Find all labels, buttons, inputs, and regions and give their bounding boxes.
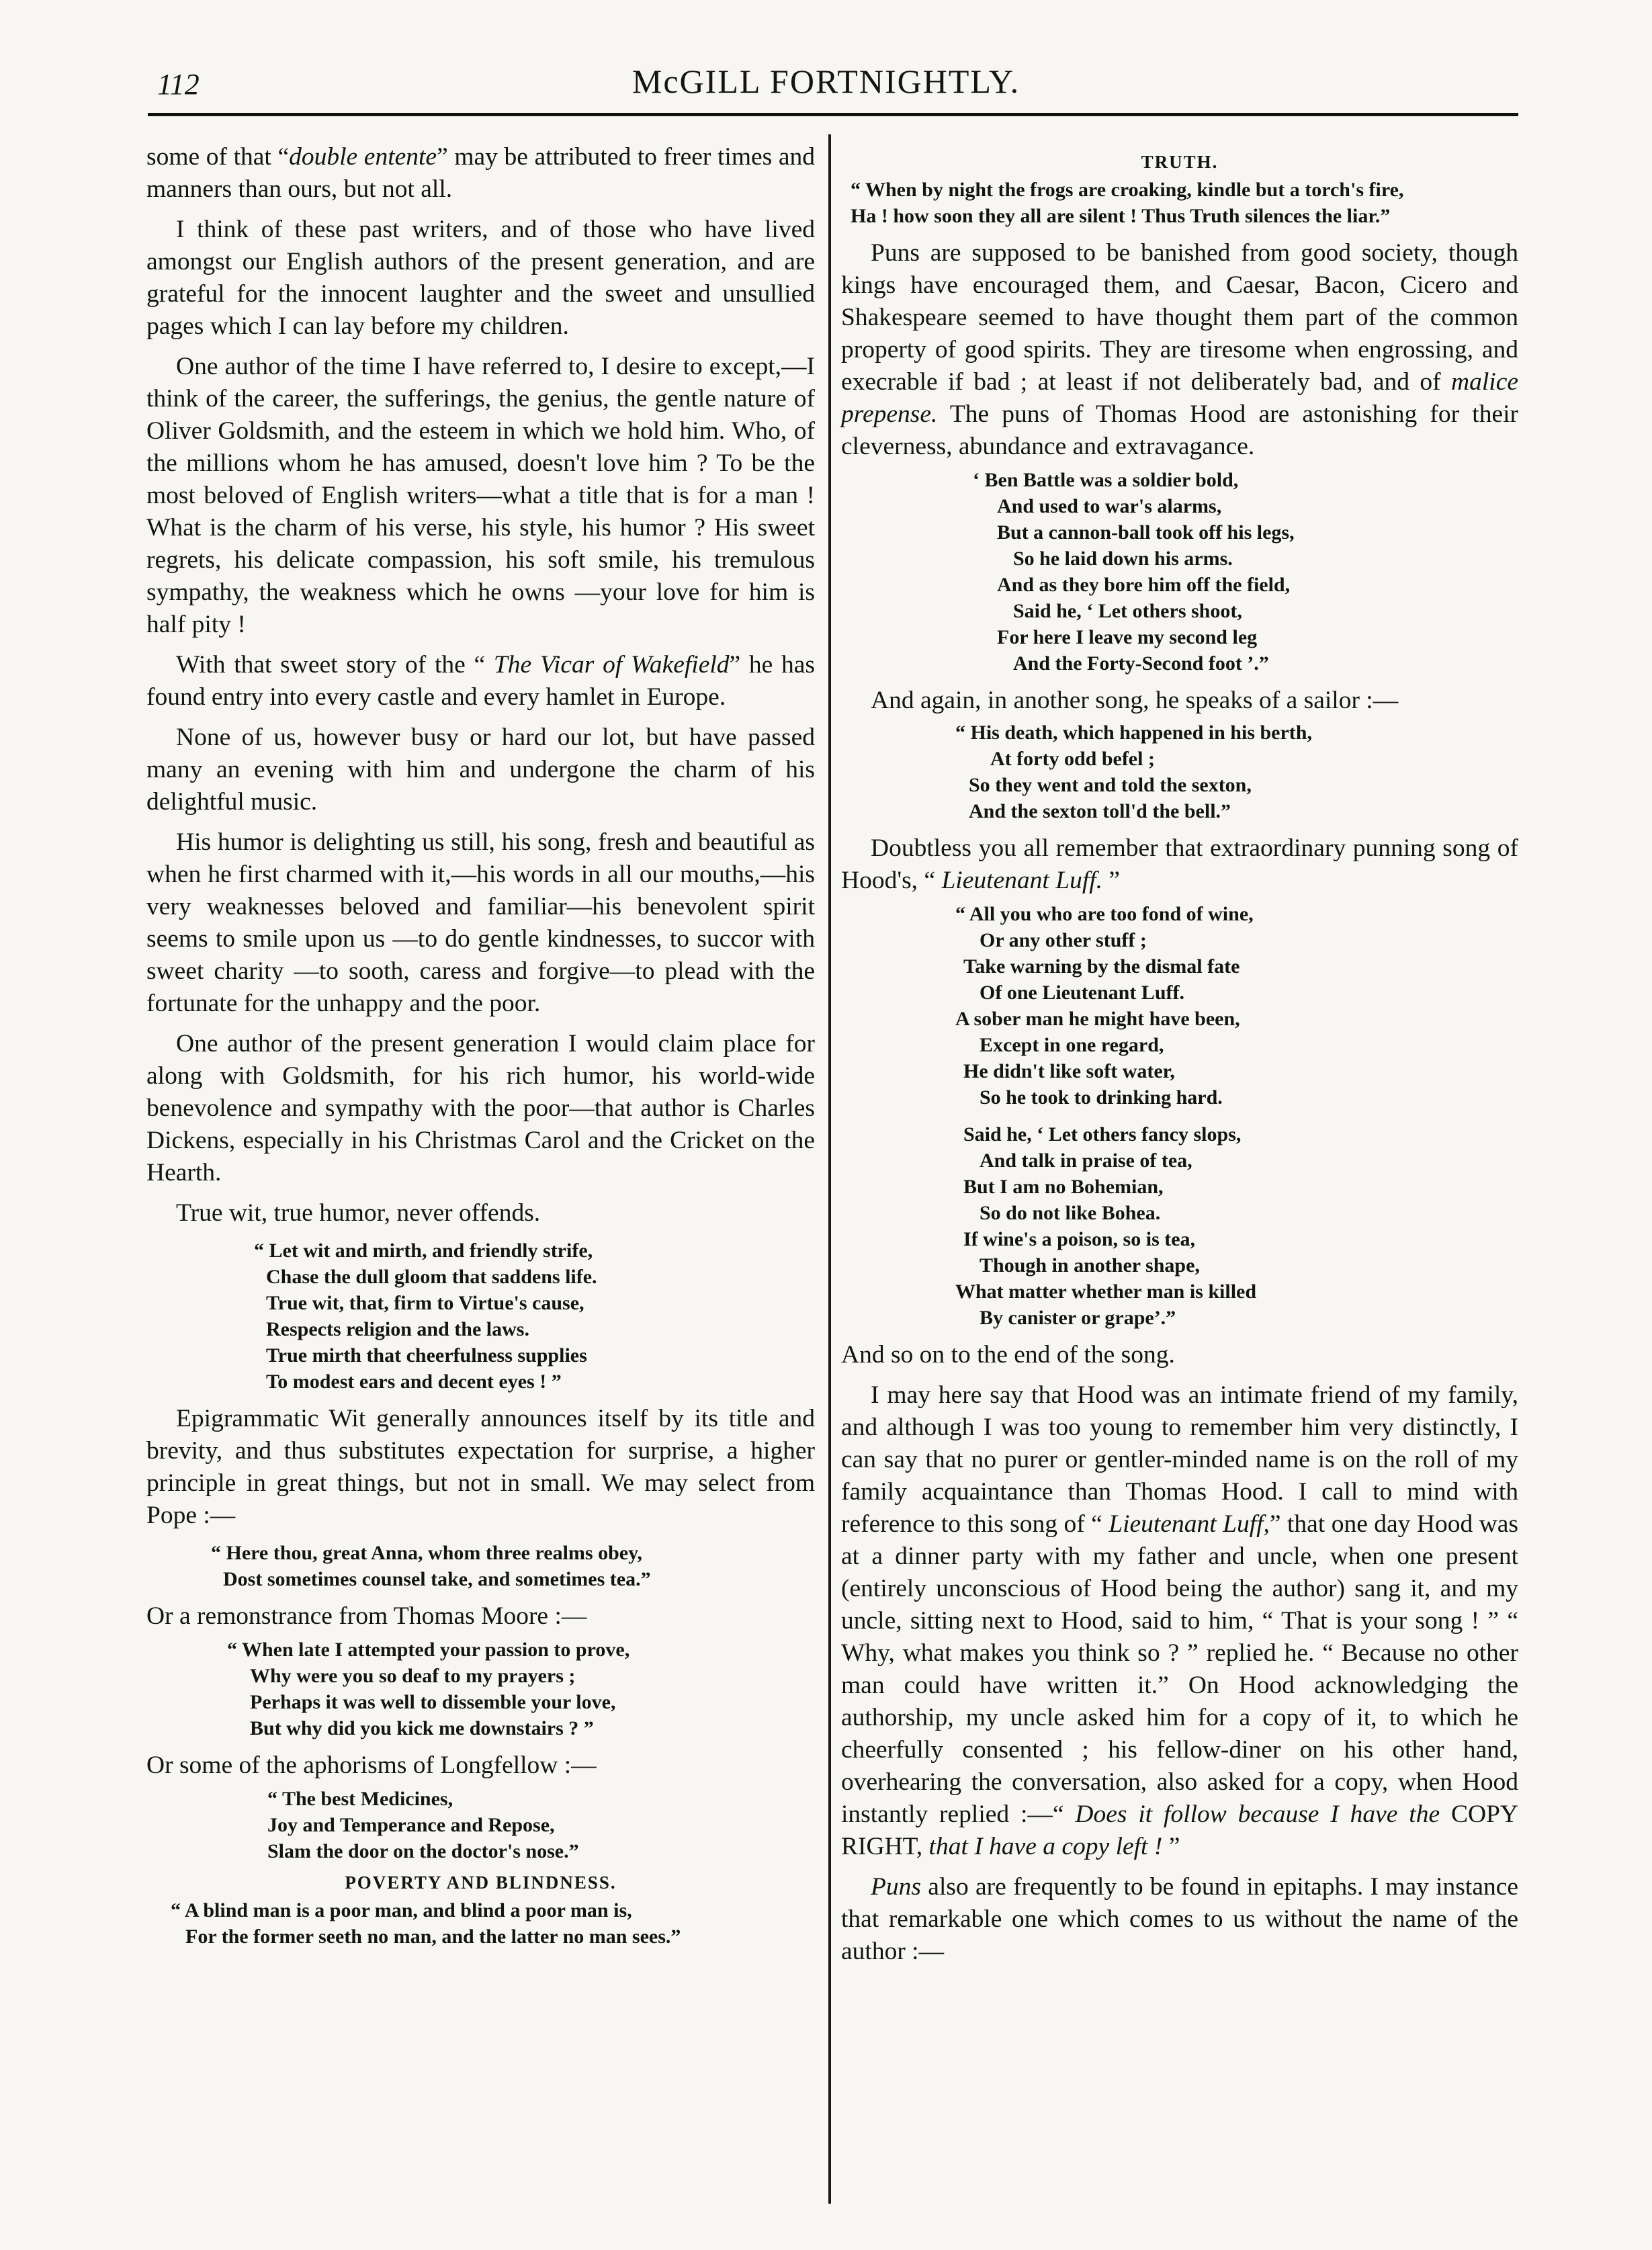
paragraph: His humor is delighting us still, his song, fresh and beautiful as when he first charmed with it,—his words in all our mouths,—his very weaknesses beloved and familiar—his benevolent spirit seems to smile upon us —to do gentle kindnesses, to succor with sweet charity —to sooth, caress and forgive—to plead with the fortunate for the unhappy and the poor.: [146, 828, 815, 1017]
verse-lieutenant-luff: [841, 901, 1518, 1331]
verse-poverty: [146, 1897, 815, 1950]
running-head-title: McGILL FORTNIGHTLY.: [632, 62, 1020, 100]
verse-line: But I am no Bohemian,: [963, 1176, 1164, 1198]
verse-line: “ Here thou, great Anna, whom three realms obey,: [211, 1542, 642, 1564]
verse-line: “ Let wit and mirth, and friendly strife,: [254, 1240, 593, 1262]
verse-wit: [146, 1238, 815, 1395]
paragraph: And again, in another song, he speaks of a sailor :—: [871, 687, 1399, 714]
paragraph: And so on to the end of the song.: [841, 1341, 1175, 1369]
verse-line: Why were you so deaf to my prayers ;: [250, 1665, 576, 1687]
verse-line: Joy and Temperance and Repose,: [267, 1814, 555, 1836]
verse-truth: [841, 177, 1518, 229]
verse-line: Though in another shape,: [980, 1254, 1200, 1277]
verse-line: For here I leave my second leg: [997, 626, 1258, 648]
verse-line: Chase the dull gloom that saddens life.: [266, 1266, 597, 1288]
verse-line: For the former seeth no man, and the latter no man sees.”: [185, 1926, 681, 1948]
verse-line: “ All you who are too fond of wine,: [955, 903, 1254, 925]
verse-ben-battle: [841, 467, 1518, 677]
verse-line: To modest ears and decent eyes ! ”: [266, 1371, 562, 1393]
paragraph: Epigrammatic Wit generally announces itself by its title and brevity, and thus substitutes expectation for surprise, a higher principle in great things, but not in small. We may select from Pope :—: [146, 1405, 815, 1529]
verse-line: True wit, that, firm to Virtue's cause,: [266, 1292, 584, 1314]
verse-line: So he laid down his arms.: [1013, 548, 1233, 570]
verse-line: So do not like Bohea.: [980, 1202, 1161, 1224]
verse-line: Respects religion and the laws.: [266, 1318, 529, 1340]
verse-line: And as they bore him off the field,: [997, 574, 1291, 596]
verse-line: Perhaps it was well to dissemble your love,: [250, 1691, 616, 1713]
verse-moore: [146, 1637, 815, 1741]
verse-line: “ The best Medicines,: [267, 1788, 453, 1810]
paragraph: Or some of the aphorisms of Longfellow :—: [146, 1751, 597, 1779]
paragraph: Doubtless you all remember that extraordinary punning song of Hood's, “ Lieutenant Luff. ”: [841, 834, 1518, 894]
verse-line: By canister or grape’.”: [980, 1307, 1176, 1329]
verse-line: “ When late I attempted your passion to prove,: [227, 1639, 630, 1661]
verse-line: “ When by night the frogs are croaking, kindle but a torch's fire,: [851, 179, 1404, 201]
verse-line: And used to war's alarms,: [997, 495, 1222, 517]
verse-line: What matter whether man is killed: [955, 1281, 1257, 1303]
verse-line: “ A blind man is a poor man, and blind a poor man is,: [171, 1899, 632, 1921]
verse-line: And talk in praise of tea,: [980, 1150, 1192, 1172]
verse-line: Said he, ‘ Let others shoot,: [1013, 600, 1242, 622]
verse-line: Ha ! how soon they all are silent ! Thus Truth silences the liar.”: [851, 205, 1391, 227]
verse-line: And the Forty-Second foot ’.”: [1013, 652, 1269, 675]
paragraph: I may here say that Hood was an intimate friend of my family, and although I was too young to remember him very distinctly, I can say that no purer or gentler-minded name is on the roll of my family acquaintance than Thomas Hood. I call to mind with reference to this song of “ Lieutenant Luff,” that one day Hood was at a dinner party with my father and uncle, when one present (entirely unconscious of Hood being the author) sang it, and my uncle, sitting next to Hood, said to him, “ That is your song ! ” “ Why, what makes you think so ? ” replied he. “ Because no other man could have written it.” On Hood acknowledging the authorship, my uncle asked him for a copy of it, to which he cheerfully consented ; his fellow-diner on his other hand, overhearing the conversation, also asked for a copy, when Hood instantly replied :—“ Does it follow because I have the COPY RIGHT, that I have a copy left ! ”: [841, 1381, 1518, 1860]
paragraph: Or a remonstrance from Thomas Moore :—: [146, 1602, 587, 1630]
verse-line: Dost sometimes counsel take, and sometimes tea.”: [223, 1568, 651, 1590]
paragraph: With that sweet story of the “ The Vicar of Wakefield” he has found entry into every castle and every hamlet in Europe.: [146, 651, 815, 711]
paragraph: I think of these past writers, and of those who have lived amongst our English authors of the present generation, and are grateful for the innocent laughter and the sweet and unsullied pages which I can lay before my children.: [146, 216, 815, 340]
paragraph: some of that “double entente” may be attributed to freer times and manners than ours, but not all.: [146, 143, 815, 203]
verse-line: A sober man he might have been,: [955, 1008, 1240, 1030]
header-rule: [148, 113, 1518, 116]
paragraph: Puns also are frequently to be found in epitaphs. I may instance that remarkable one which comes to us without the name of the author :—: [841, 1873, 1518, 1965]
paragraph: Puns are supposed to be banished from good society, though kings have encouraged them, and Caesar, Bacon, Cicero and Shakespeare seemed to have thought them part of the common property of good spirits. They are tiresome when engrossing, and execrable if bad ; at least if not deliberately bad, and of malice prepense. The puns of Thomas Hood are astonishing for their cleverness, abundance and extravagance.: [841, 239, 1518, 460]
verse-line: Or any other stuff ;: [980, 929, 1147, 951]
column-divider: [828, 134, 831, 2204]
paragraph: None of us, however busy or hard our lot, but have passed many an evening with him and undergone the charm of his delightful music.: [146, 724, 815, 816]
left-column: [146, 141, 815, 1958]
verse-line: At forty odd befel ;: [990, 748, 1155, 770]
verse-line: True mirth that cheerfulness supplies: [266, 1344, 587, 1367]
verse-line: But why did you kick me downstairs ? ”: [250, 1717, 594, 1739]
verse-line: Of one Lieutenant Luff.: [980, 982, 1185, 1004]
verse-line: He didn't like soft water,: [963, 1060, 1175, 1082]
verse-line: So they went and told the sexton,: [969, 774, 1252, 796]
verse-line: Except in one regard,: [980, 1034, 1164, 1056]
page-number: 112: [157, 68, 200, 101]
paragraph: One author of the time I have referred to, I desire to except,—I think of the career, the sufferings, the genius, the gentle nature of Oliver Goldsmith, and the esteem in which we hold him. Who, of the millions whom he has amused, doesn't love him ? To be the most beloved of English writers—what a title that is for a man ! What is the charm of his verse, his style, his humor ? His sweet regrets, his delicate compassion, his soft smile, his tremulous sympathy, the weakness which he owns —your love for him is half pity !: [146, 353, 815, 638]
verse-line: And the sexton toll'd the bell.”: [969, 800, 1231, 822]
stanza-gap: [955, 1111, 1518, 1121]
verse-longfellow: [146, 1786, 815, 1864]
verse-pope: [146, 1540, 815, 1592]
verse-line: ‘ Ben Battle was a soldier bold,: [973, 469, 1239, 491]
right-column: [841, 141, 1518, 1976]
paragraph: One author of the present generation I would claim place for along with Goldsmith, for his rich humor, his world-wide benevolence and sympathy with the poor—that author is Charles Dickens, especially in his Christmas Carol and the Cricket on the Hearth.: [146, 1030, 815, 1186]
verse-line: But a cannon-ball took off his legs,: [997, 521, 1295, 544]
verse-line: Slam the door on the doctor's nose.”: [267, 1840, 579, 1862]
verse-line: If wine's a poison, so is tea,: [963, 1228, 1196, 1250]
section-heading-poverty: POVERTY AND BLINDNESS.: [345, 1872, 617, 1893]
paragraph: True wit, true humor, never offends.: [176, 1199, 541, 1227]
verse-line: “ His death, which happened in his berth,: [955, 722, 1312, 744]
verse-line: Said he, ‘ Let others fancy slops,: [963, 1123, 1242, 1145]
section-heading-truth: TRUTH.: [1141, 152, 1219, 172]
verse-line: So he took to drinking hard.: [980, 1086, 1223, 1109]
verse-sailor: [841, 720, 1518, 824]
verse-line: Take warning by the dismal fate: [963, 955, 1240, 978]
